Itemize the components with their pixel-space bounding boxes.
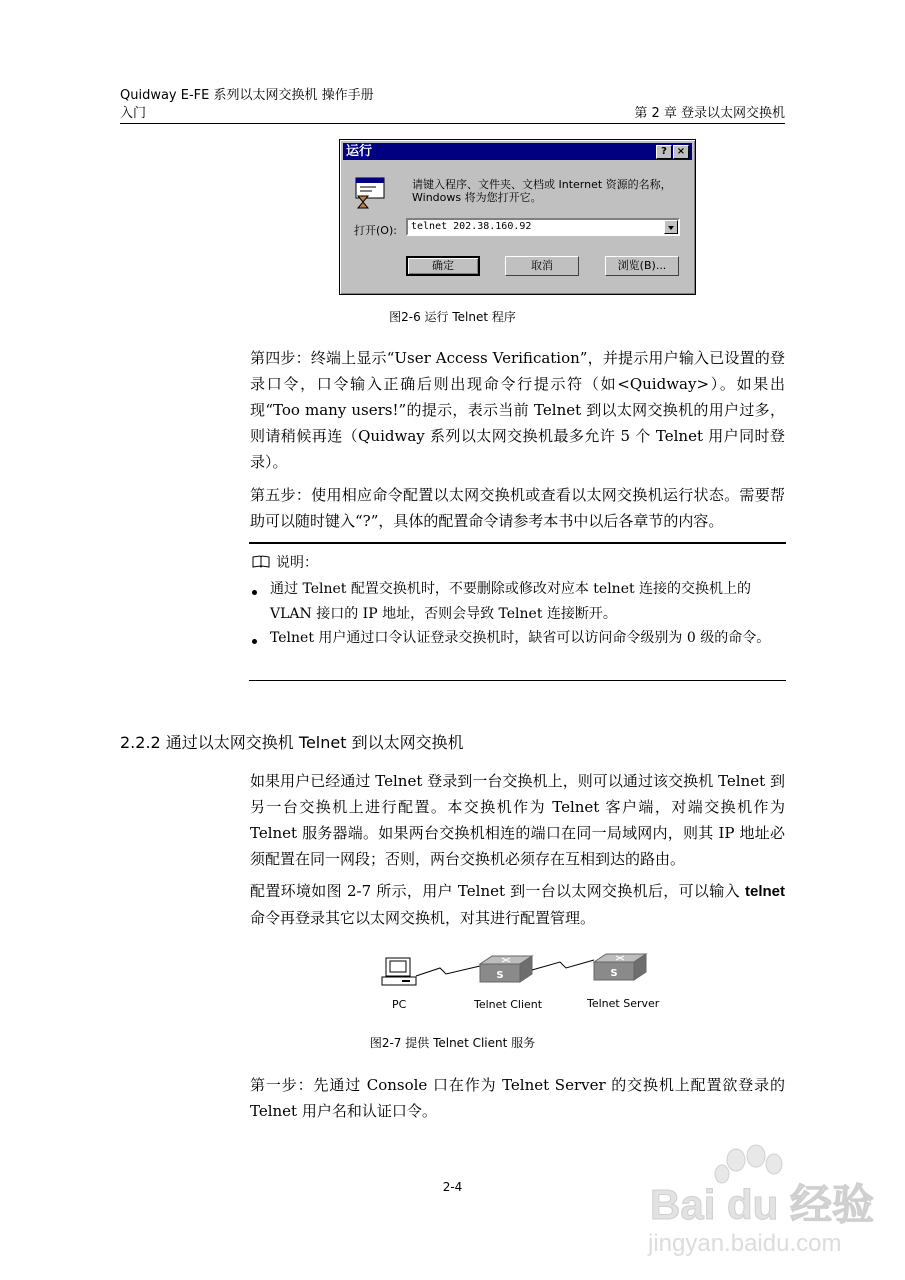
serial-link [416, 966, 480, 976]
config-text-suffix: 命令再登录其它以太网交换机，对其进行配置管理。 [250, 909, 596, 927]
close-button[interactable]: × [673, 145, 689, 159]
watermark-brand: Bai du 经验 [650, 1181, 875, 1228]
open-label: 打开(O): [354, 224, 397, 237]
doc-title: Quidway E-FE 系列以太网交换机 操作手册 [120, 88, 374, 103]
figure-caption: 图2-7 提供 Telnet Client 服务 [369, 1036, 536, 1050]
switch-letter: S [610, 968, 618, 979]
figure-caption: 图2-6 运行 Telnet 程序 [389, 310, 516, 324]
cancel-button[interactable]: 取消 [505, 256, 579, 276]
bullet-icon [252, 590, 257, 595]
switch-icon [594, 954, 646, 980]
note-bottom-rule [249, 680, 786, 681]
telnet-server-label: Telnet Server [587, 997, 660, 1010]
section-heading: 2.2.2 通过以太网交换机 Telnet 到以太网交换机 [120, 733, 464, 752]
intro-paragraph [250, 768, 785, 872]
page-number: 2-4 [442, 1180, 463, 1194]
note-item: Telnet 用户通过口令认证登录交换机时，缺省可以访问命令级别为 0 级的命令。 [270, 630, 771, 646]
watermark-url: jingyan.baidu.com [648, 1230, 842, 1257]
telnet-client-label: Telnet Client [474, 998, 543, 1011]
section-name: 入门 [120, 106, 147, 121]
pc-icon [382, 958, 416, 985]
switch-icon [480, 956, 532, 982]
note-item: 通过 Telnet 配置交换机时，不要删除或修改对应本 telnet 连接的交换机上的 VLAN 接口的 IP 地址，否则会导致 Telnet 连接断开。 [270, 581, 752, 622]
run-dialog [339, 139, 696, 295]
header-rule [120, 123, 785, 124]
step-one-paragraph: 第一步：先通过 Console 口在作为 Telnet Server 的交换机上配置欲登录的 Telnet 用户名和认证口令。 [250, 1076, 785, 1120]
open-input[interactable]: telnet 202.38.160.92 [411, 221, 532, 232]
baidu-watermark [644, 1144, 894, 1274]
note-top-rule [249, 542, 786, 544]
step-four-paragraph: 第四步：终端上显示“User Access Verification”，并提示用户输入已设置的登录口令，口令输入正确后则出现命令行提示符（如<Quidway>）。如果出现“Too many users!”的提示，表示当前 Telnet 到以太网交换机的用户过多，则请稍候再连（Quidway 系列以太网交换机最多允许 5 个 Telnet 用户同时登录）。 [250, 349, 785, 471]
bullet-icon [252, 639, 257, 644]
config-paragraph [250, 878, 785, 931]
chevron-down-icon[interactable] [664, 220, 678, 234]
note-title: 说明： [276, 555, 318, 571]
network-diagram [380, 950, 660, 998]
run-program-icon [352, 176, 388, 210]
step-five-paragraph: 第五步：使用相应命令配置以太网交换机或查看以太网交换机运行状态。需要帮助可以随时键入“?”，具体的配置命令请参考本书中以后各章节的内容。 [250, 486, 785, 530]
config-text-prefix: 配置环境如图 2-7 所示，用户 Telnet 到一台以太网交换机后，可以输入 [250, 882, 745, 900]
intro-text: 如果用户已经通过 Telnet 登录到一台交换机上，则可以通过该交换机 Telnet 到另一台交换机上进行配置。本交换机作为 Telnet 客户端，对端交换机作为 Telnet 服务器端。如果两台交换机相连的端口在同一局域网内，则其 IP 地址必须配置在同一网段；否则，两台交换机必须存在互相到达的路由。 [250, 772, 785, 868]
pc-label: PC [392, 998, 407, 1011]
open-combobox[interactable] [406, 218, 680, 236]
ok-button[interactable]: 确定 [406, 256, 480, 276]
dialog-titlebar [343, 143, 692, 160]
dialog-message: 请键入程序、文件夹、文档或 Internet 资源的名称，Windows 将为您打开它。 [412, 178, 672, 204]
switch-letter: S [496, 970, 504, 981]
chapter-title: 第 2 章 登录以太网交换机 [634, 106, 785, 121]
dialog-title: 运行 [346, 144, 373, 159]
help-button[interactable]: ? [656, 145, 672, 159]
book-icon [252, 555, 270, 568]
telnet-command: telnet [744, 883, 785, 900]
network-link [532, 960, 594, 970]
browse-button[interactable]: 浏览(B)... [605, 256, 679, 276]
